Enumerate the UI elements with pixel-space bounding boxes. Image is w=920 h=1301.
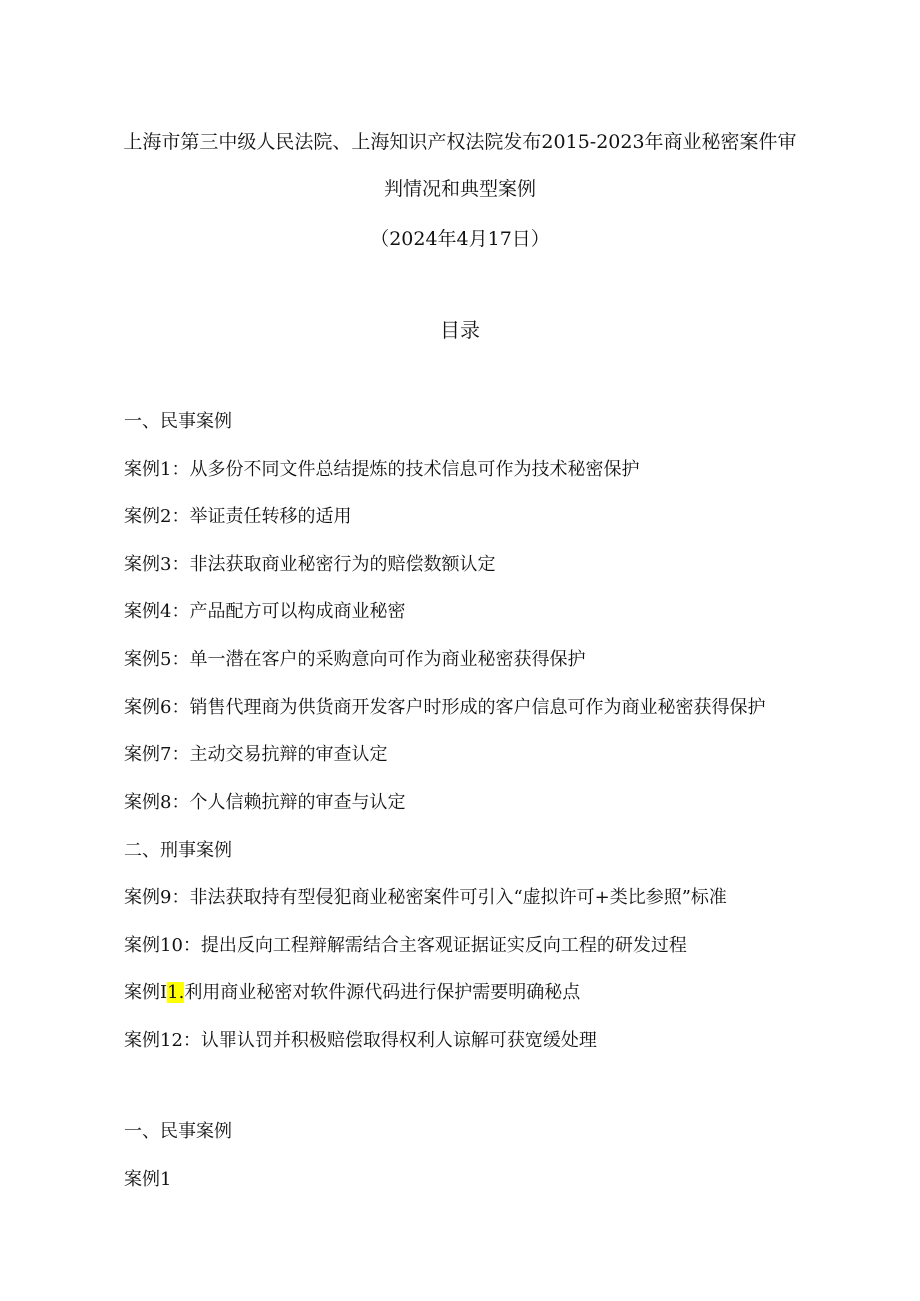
toc-item-case11-prefix: 案例I (124, 982, 168, 1003)
toc-section-criminal: 二、刑事案例 (124, 840, 232, 861)
doc-date: （2024年4月17日） (370, 228, 550, 250)
body-section-civil: 一、民事案例 (124, 1121, 232, 1142)
doc-title-line2: 判情况和典型案例 (383, 178, 536, 200)
highlight-mark: 1. (167, 982, 185, 1003)
toc-item-case1: 案例1：从多份不同文件总结提炼的技术信息可作为技术秘密保护 (124, 459, 640, 480)
toc-section-civil: 一、民事案例 (124, 411, 232, 432)
toc-item-case12: 案例12：认罪认罚并积极赔偿取得权利人谅解可获宽缓处理 (124, 1030, 597, 1051)
toc-item-case7: 案例7：主动交易抗辩的审查认定 (124, 744, 388, 765)
toc-item-case3: 案例3：非法获取商业秘密行为的赔偿数额认定 (124, 554, 496, 575)
toc-item-case11-text: 利用商业秘密对软件源代码进行保护需要明确秘点 (184, 982, 581, 1003)
toc-item-case4: 案例4：产品配方可以构成商业秘密 (124, 601, 406, 622)
toc-item-case5: 案例5：单一潜在客户的采购意向可作为商业秘密获得保护 (124, 649, 586, 670)
toc-item-case11 (124, 979, 580, 1007)
toc-item-case10: 案例10：提出反向工程辩解需结合主客观证据证实反向工程的研发过程 (124, 935, 687, 956)
toc-item-case6: 案例6：销售代理商为供货商开发客户时形成的客户信息可作为商业秘密获得保护 (124, 697, 766, 718)
body-case1-heading: 案例1 (124, 1169, 172, 1190)
toc-item-case8: 案例8：个人信赖抗辩的审查与认定 (124, 792, 406, 813)
toc-item-case9: 案例9：非法获取持有型侵犯商业秘密案件可引入“虚拟许可+类比参照”标准 (124, 887, 727, 908)
toc-heading: 目录 (440, 318, 480, 342)
doc-title-line1: 上海市第三中级人民法院、上海知识产权法院发布2015-2023年商业秘密案件审 (123, 131, 797, 153)
toc-item-case2: 案例2：举证责任转移的适用 (124, 506, 352, 527)
